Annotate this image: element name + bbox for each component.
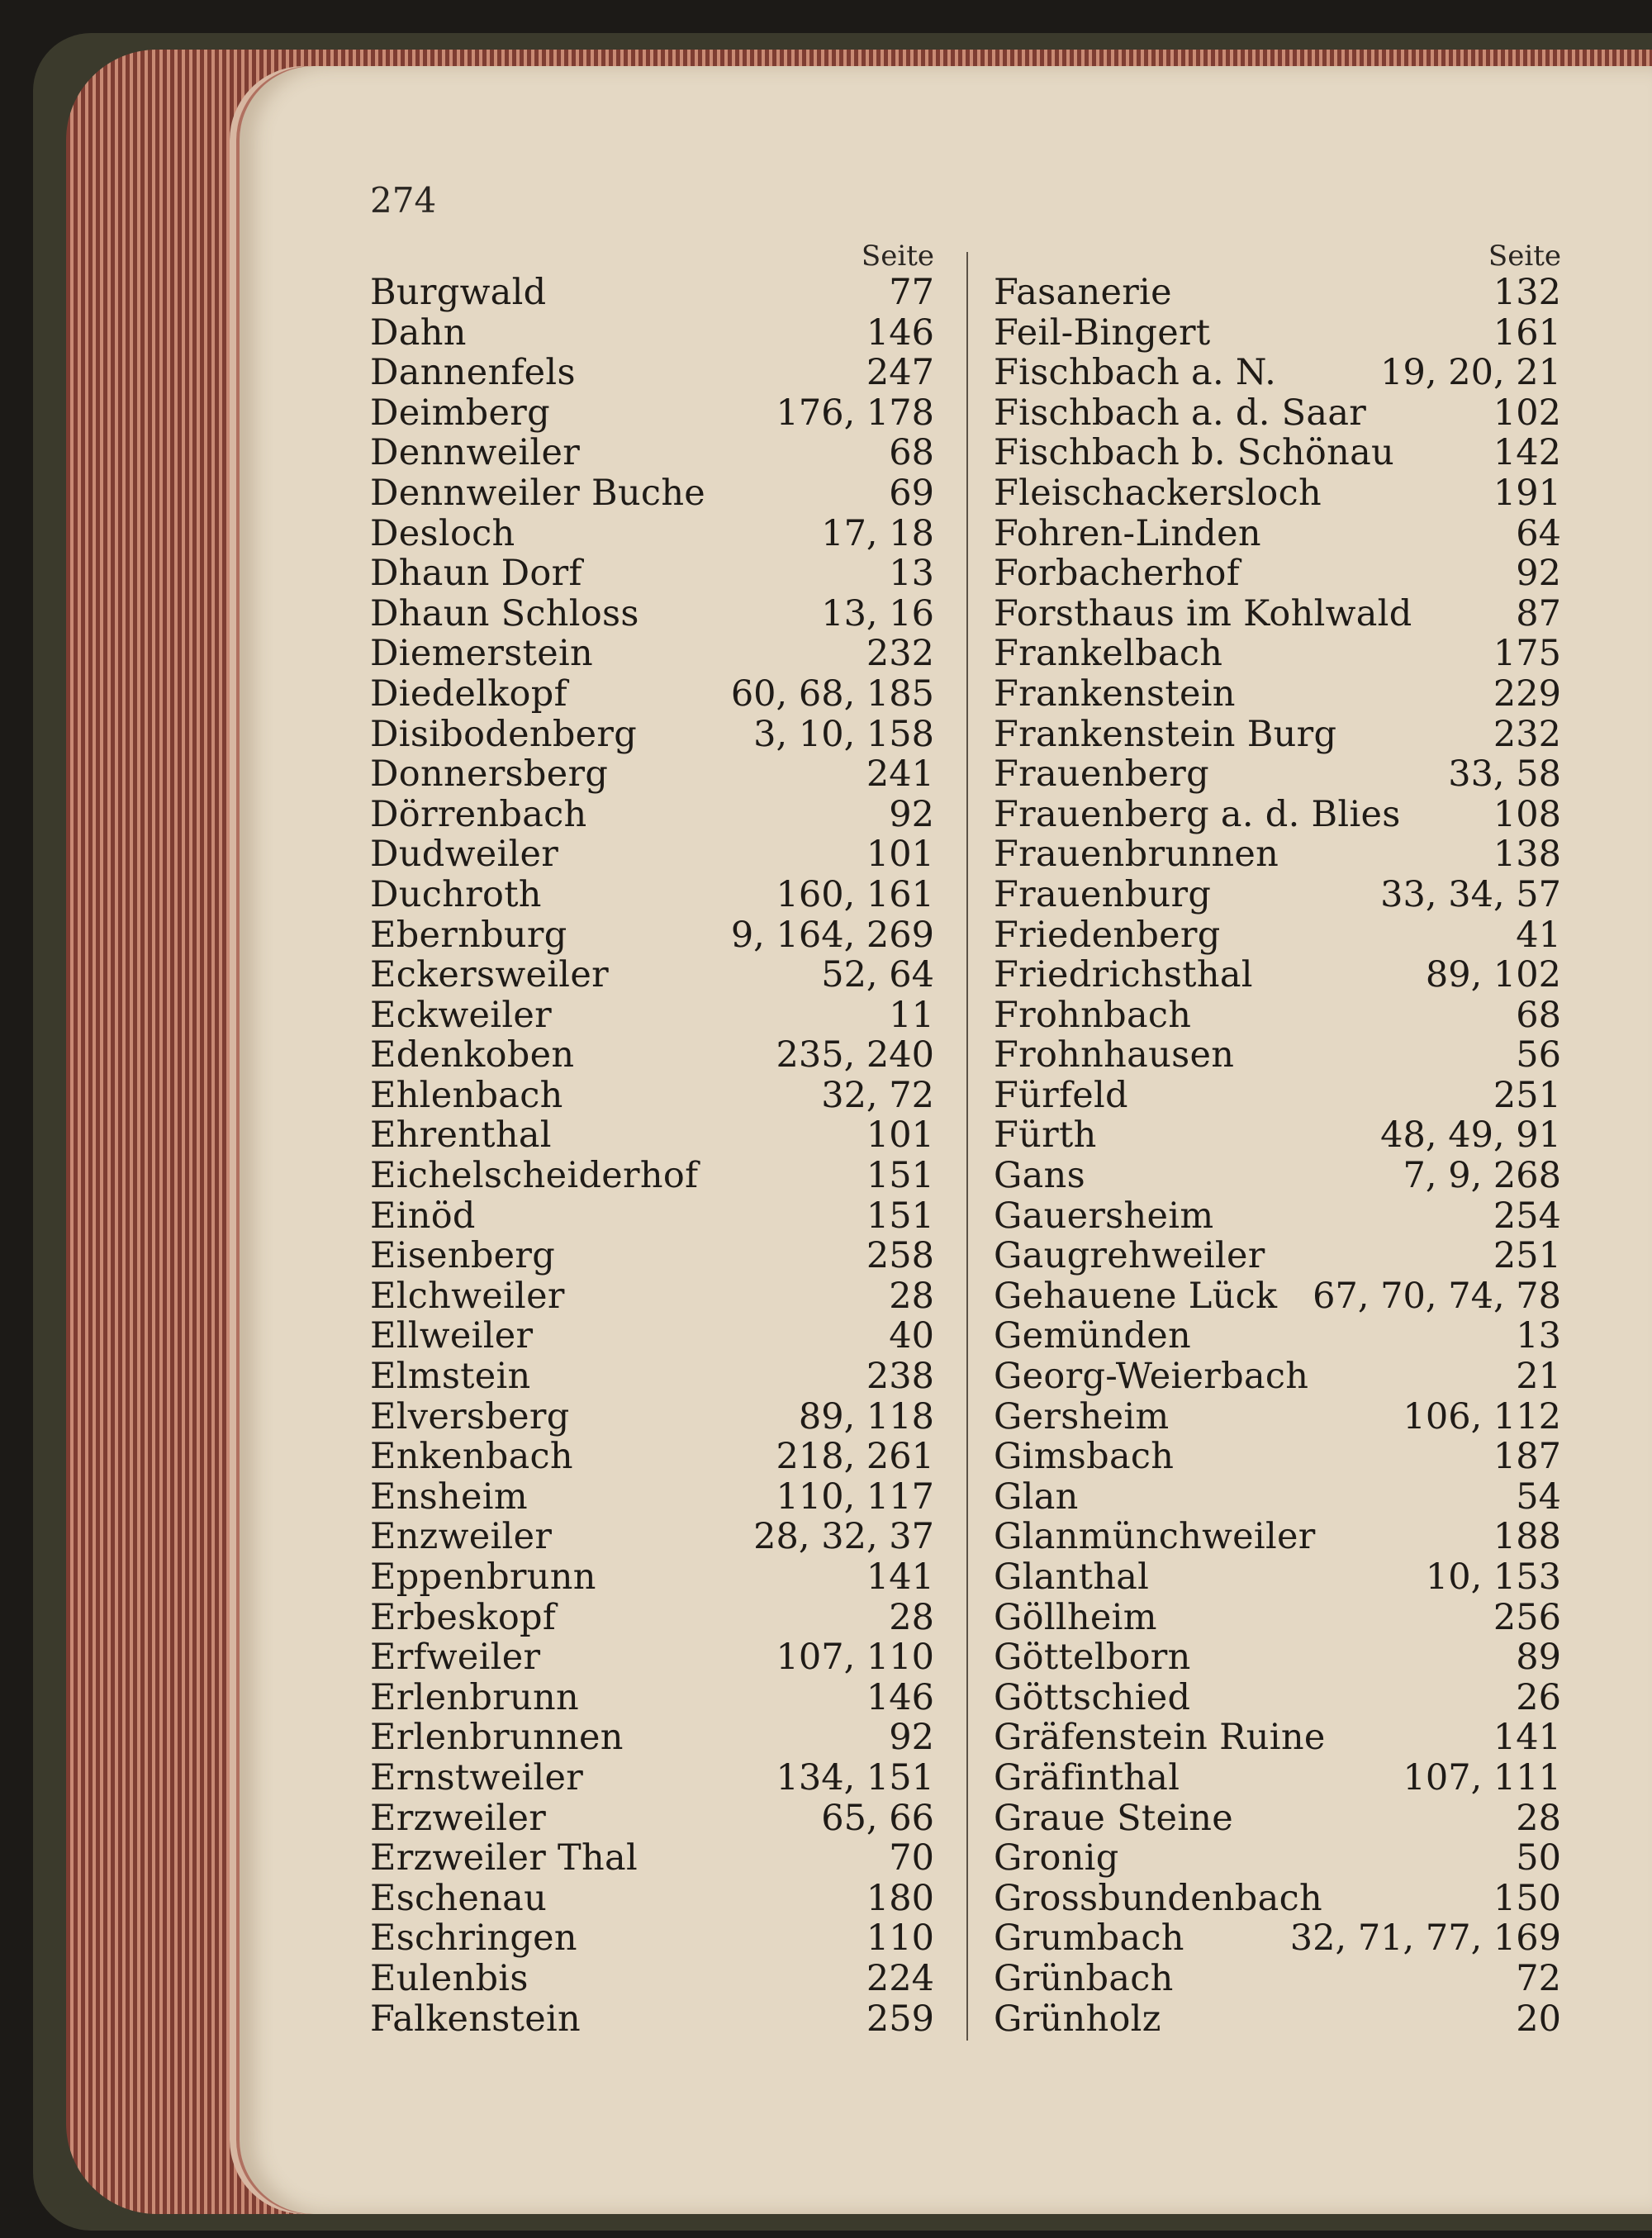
index-entry — [994, 634, 1561, 674]
index-entry — [994, 795, 1561, 835]
index-entry — [994, 353, 1561, 393]
entry-pages: 87 — [1516, 592, 1561, 634]
entry-name: Eppenbrunn — [370, 1556, 596, 1598]
entry-name: Fischbach a. N. — [994, 352, 1277, 394]
index-entry — [370, 594, 934, 634]
index-entry — [370, 1316, 934, 1357]
index-entry — [994, 393, 1561, 434]
entry-name: Disibodenberg — [370, 713, 638, 755]
entry-pages: 259 — [866, 1998, 934, 2040]
entry-name: Eisenberg — [370, 1235, 556, 1277]
entry-pages: 235, 240 — [776, 1034, 934, 1076]
entry-pages: 251 — [1493, 1074, 1561, 1116]
index-entry — [994, 875, 1561, 915]
index-entry — [370, 1999, 934, 2040]
entry-name: Frauenbrunnen — [994, 834, 1279, 876]
entry-pages: 254 — [1493, 1195, 1561, 1237]
entry-name: Elversberg — [370, 1395, 570, 1437]
index-entry — [994, 1918, 1561, 1959]
entry-name: Diedelkopf — [370, 672, 567, 715]
entry-pages: 92 — [889, 1717, 934, 1759]
entry-pages: 151 — [866, 1155, 934, 1197]
entry-pages: 101 — [866, 834, 934, 876]
entry-name: Gemünden — [994, 1315, 1192, 1357]
entry-name: Elmstein — [370, 1356, 531, 1398]
entry-name: Forbacherhof — [994, 553, 1240, 595]
entry-name: Friedrichsthal — [994, 954, 1253, 996]
entry-name: Gimsbach — [994, 1436, 1175, 1478]
entry-pages: 60, 68, 185 — [730, 672, 934, 715]
index-entry — [994, 313, 1561, 354]
entry-pages: 188 — [1493, 1516, 1561, 1558]
entry-name: Göttschied — [994, 1676, 1191, 1718]
entry-pages: 28, 32, 37 — [753, 1516, 934, 1558]
entry-name: Frauenberg — [994, 753, 1209, 796]
index-entry — [994, 915, 1561, 956]
index-entry — [994, 1879, 1561, 1919]
entry-name: Erfweiler — [370, 1637, 541, 1679]
entry-name: Frankelbach — [994, 633, 1223, 675]
column-header: Seite — [1488, 240, 1561, 273]
entry-name: Frankenstein — [994, 672, 1236, 715]
entry-pages: 32, 72 — [821, 1074, 934, 1116]
entry-pages: 176, 178 — [776, 392, 934, 434]
index-entry — [994, 1115, 1561, 1156]
entry-pages: 180 — [866, 1877, 934, 1919]
entry-pages: 28 — [889, 1275, 934, 1317]
entry-pages: 161 — [1493, 311, 1561, 354]
entry-pages: 89, 102 — [1425, 954, 1561, 996]
index-entry — [370, 1598, 934, 1638]
index-entry — [370, 1838, 934, 1879]
entry-pages: 48, 49, 91 — [1380, 1114, 1561, 1157]
entry-pages: 150 — [1493, 1877, 1561, 1919]
entry-pages: 77 — [889, 272, 934, 313]
entry-pages: 64 — [1516, 512, 1561, 554]
entry-name: Dahn — [370, 311, 467, 354]
entry-pages: 52, 64 — [821, 954, 934, 996]
index-entry — [994, 1718, 1561, 1758]
entry-pages: 10, 153 — [1425, 1556, 1561, 1598]
entry-pages: 40 — [889, 1315, 934, 1357]
index-list-right — [994, 273, 1561, 2039]
entry-name: Elchweiler — [370, 1275, 565, 1317]
index-entry — [994, 1999, 1561, 2040]
entry-pages: 33, 58 — [1448, 753, 1561, 796]
entry-name: Glan — [994, 1475, 1079, 1518]
entry-pages: 134, 151 — [776, 1756, 934, 1798]
index-entry — [370, 955, 934, 995]
entry-pages: 33, 34, 57 — [1380, 873, 1561, 915]
entry-name: Ensheim — [370, 1475, 528, 1518]
index-entry — [994, 674, 1561, 715]
index-entry — [994, 834, 1561, 875]
entry-pages: 28 — [889, 1596, 934, 1638]
entry-name: Burgwald — [370, 272, 547, 313]
entry-name: Deimberg — [370, 392, 550, 434]
entry-name: Fürth — [994, 1114, 1097, 1157]
index-entry — [370, 473, 934, 514]
entry-pages: 72 — [1516, 1957, 1561, 1999]
entry-pages: 41 — [1516, 914, 1561, 956]
entry-name: Eichelscheiderhof — [370, 1155, 699, 1197]
index-entry — [370, 875, 934, 915]
index-entry — [370, 1557, 934, 1598]
index-entry — [370, 754, 934, 795]
entry-pages: 92 — [889, 793, 934, 835]
entry-name: Feil-Bingert — [994, 311, 1211, 354]
index-entry — [994, 1316, 1561, 1357]
entry-pages: 251 — [1493, 1235, 1561, 1277]
entry-name: Edenkoben — [370, 1034, 575, 1076]
index-entry — [370, 1115, 934, 1156]
index-entry — [994, 1517, 1561, 1557]
index-entry — [994, 1637, 1561, 1678]
entry-name: Frauenberg a. d. Blies — [994, 793, 1401, 835]
index-entry — [370, 915, 934, 956]
entry-name: Eulenbis — [370, 1957, 529, 1999]
index-entry — [994, 1598, 1561, 1638]
index-entry — [994, 1798, 1561, 1839]
index-entry — [370, 1517, 934, 1557]
entry-name: Forsthaus im Kohlwald — [994, 592, 1412, 634]
index-entry — [370, 1035, 934, 1076]
index-column-left — [370, 240, 934, 2039]
entry-name: Gans — [994, 1155, 1085, 1197]
entry-pages: 241 — [866, 753, 934, 796]
index-entry — [370, 795, 934, 835]
index-entry — [994, 1357, 1561, 1397]
entry-pages: 191 — [1493, 472, 1561, 514]
index-entry — [994, 473, 1561, 514]
entry-pages: 247 — [866, 352, 934, 394]
index-entry — [994, 554, 1561, 594]
entry-name: Gersheim — [994, 1395, 1170, 1437]
index-entry — [994, 1035, 1561, 1076]
entry-pages: 3, 10, 158 — [753, 713, 934, 755]
entry-name: Gräfinthal — [994, 1756, 1180, 1798]
entry-pages: 19, 20, 21 — [1380, 352, 1561, 394]
index-entry — [370, 1196, 934, 1237]
index-entry — [994, 955, 1561, 995]
index-entry — [994, 273, 1561, 313]
entry-pages: 102 — [1493, 392, 1561, 434]
index-entry — [370, 1236, 934, 1276]
index-entry — [370, 393, 934, 434]
entry-name: Grünbach — [994, 1957, 1174, 1999]
entry-pages: 146 — [866, 1676, 934, 1718]
entry-name: Eckersweiler — [370, 954, 609, 996]
entry-pages: 92 — [1516, 553, 1561, 595]
index-entry — [370, 514, 934, 554]
index-entry — [370, 1959, 934, 1999]
entry-pages: 89 — [1516, 1637, 1561, 1679]
entry-name: Gehauene Lück — [994, 1275, 1278, 1317]
index-entry — [370, 1637, 934, 1678]
entry-pages: 65, 66 — [821, 1797, 934, 1839]
entry-pages: 232 — [1493, 713, 1561, 755]
entry-name: Eschringen — [370, 1917, 577, 1960]
entry-pages: 7, 9, 268 — [1403, 1155, 1561, 1197]
entry-pages: 28 — [1516, 1797, 1561, 1839]
entry-name: Friedenberg — [994, 914, 1221, 956]
entry-pages: 13 — [889, 553, 934, 595]
entry-name: Grünholz — [994, 1998, 1161, 2040]
column-header: Seite — [861, 240, 934, 273]
entry-pages: 107, 111 — [1403, 1756, 1561, 1798]
column-divider — [966, 252, 968, 2041]
entry-name: Ehlenbach — [370, 1074, 563, 1116]
index-column-right — [994, 240, 1561, 2039]
entry-pages: 17, 18 — [821, 512, 934, 554]
entry-pages: 68 — [889, 432, 934, 474]
entry-pages: 106, 112 — [1403, 1395, 1561, 1437]
entry-name: Enkenbach — [370, 1436, 573, 1478]
entry-name: Ehrenthal — [370, 1114, 552, 1157]
entry-name: Erbeskopf — [370, 1596, 557, 1638]
entry-pages: 69 — [889, 472, 934, 514]
index-entry — [370, 1397, 934, 1437]
entry-pages: 132 — [1493, 272, 1561, 313]
entry-pages: 70 — [889, 1837, 934, 1879]
index-entry — [994, 594, 1561, 634]
entry-pages: 13 — [1516, 1315, 1561, 1357]
entry-name: Fleischackersloch — [994, 472, 1322, 514]
index-entry — [994, 754, 1561, 795]
entry-pages: 142 — [1493, 432, 1561, 474]
index-entry — [370, 353, 934, 393]
entry-name: Donnersberg — [370, 753, 609, 796]
index-entry — [370, 834, 934, 875]
entry-name: Göllheim — [994, 1596, 1157, 1638]
entry-name: Göttelborn — [994, 1637, 1191, 1679]
index-entry — [370, 433, 934, 473]
entry-name: Glanthal — [994, 1556, 1150, 1598]
entry-name: Frauenburg — [994, 873, 1212, 915]
entry-name: Duchroth — [370, 873, 542, 915]
entry-name: Gräfenstein Ruine — [994, 1717, 1326, 1759]
entry-name: Frohnbach — [994, 994, 1192, 1036]
index-entry — [994, 1678, 1561, 1718]
entry-name: Einöd — [370, 1195, 476, 1237]
entry-pages: 175 — [1493, 633, 1561, 675]
entry-name: Dennweiler Buche — [370, 472, 706, 514]
entry-name: Grossbundenbach — [994, 1877, 1322, 1919]
index-entry — [994, 1959, 1561, 1999]
entry-pages: 146 — [866, 311, 934, 354]
index-entry — [994, 1477, 1561, 1518]
page-number: 274 — [370, 180, 437, 221]
entry-name: Gronig — [994, 1837, 1119, 1879]
entry-name: Dhaun Schloss — [370, 592, 639, 634]
entry-pages: 50 — [1516, 1837, 1561, 1879]
entry-pages: 229 — [1493, 672, 1561, 715]
entry-name: Fischbach b. Schönau — [994, 432, 1395, 474]
entry-pages: 258 — [866, 1235, 934, 1277]
entry-pages: 218, 261 — [776, 1436, 934, 1478]
entry-pages: 9, 164, 269 — [730, 914, 934, 956]
entry-name: Dudweiler — [370, 834, 559, 876]
index-entry — [370, 715, 934, 755]
entry-name: Frankenstein Burg — [994, 713, 1337, 755]
entry-name: Desloch — [370, 512, 515, 554]
entry-name: Dannenfels — [370, 352, 576, 394]
index-entry — [370, 313, 934, 354]
index-entry — [994, 1437, 1561, 1477]
entry-name: Ernstweiler — [370, 1756, 584, 1798]
entry-name: Ebernburg — [370, 914, 567, 956]
entry-name: Erlenbrunnen — [370, 1717, 624, 1759]
entry-name: Erzweiler Thal — [370, 1837, 638, 1879]
index-entry — [370, 1758, 934, 1798]
index-list-left — [370, 273, 934, 2039]
entry-pages: 21 — [1516, 1356, 1561, 1398]
entry-name: Georg-Weierbach — [994, 1356, 1309, 1398]
entry-pages: 238 — [866, 1356, 934, 1398]
entry-pages: 89, 118 — [798, 1395, 934, 1437]
entry-name: Dörrenbach — [370, 793, 587, 835]
entry-pages: 138 — [1493, 834, 1561, 876]
entry-name: Fürfeld — [994, 1074, 1128, 1116]
entry-pages: 160, 161 — [776, 873, 934, 915]
index-entry — [370, 1076, 934, 1116]
entry-pages: 13, 16 — [821, 592, 934, 634]
entry-name: Fischbach a. d. Saar — [994, 392, 1367, 434]
entry-name: Erzweiler — [370, 1797, 547, 1839]
entry-name: Eckweiler — [370, 994, 552, 1036]
index-entry — [994, 1236, 1561, 1276]
index-entry — [994, 715, 1561, 755]
entry-pages: 141 — [866, 1556, 934, 1598]
entry-pages: 101 — [866, 1114, 934, 1157]
entry-pages: 107, 110 — [776, 1637, 934, 1679]
index-entry — [994, 1196, 1561, 1237]
entry-pages: 26 — [1516, 1676, 1561, 1718]
index-entry — [994, 1838, 1561, 1879]
entry-pages: 20 — [1516, 1998, 1561, 2040]
entry-pages: 68 — [1516, 994, 1561, 1036]
entry-name: Glanmünchweiler — [994, 1516, 1316, 1558]
index-entry — [370, 1678, 934, 1718]
entry-pages: 11 — [889, 994, 934, 1036]
entry-pages: 256 — [1493, 1596, 1561, 1638]
entry-name: Erlenbrunn — [370, 1676, 580, 1718]
entry-name: Fasanerie — [994, 272, 1172, 313]
index-entry — [370, 1276, 934, 1317]
entry-pages: 32, 71, 77, 169 — [1289, 1917, 1561, 1960]
entry-pages: 110, 117 — [776, 1475, 934, 1518]
entry-pages: 110 — [866, 1917, 934, 1960]
entry-pages: 187 — [1493, 1436, 1561, 1478]
index-entry — [994, 1397, 1561, 1437]
index-entry — [994, 1758, 1561, 1798]
index-entry — [370, 1357, 934, 1397]
entry-name: Graue Steine — [994, 1797, 1234, 1839]
index-entry — [370, 995, 934, 1036]
index-entry — [370, 1156, 934, 1196]
entry-name: Diemerstein — [370, 633, 593, 675]
index-entry — [370, 1918, 934, 1959]
index-entry — [994, 514, 1561, 554]
index-entry — [994, 1156, 1561, 1196]
entry-pages: 56 — [1516, 1034, 1561, 1076]
entry-name: Gaugrehweiler — [994, 1235, 1265, 1277]
entry-name: Enzweiler — [370, 1516, 553, 1558]
entry-pages: 108 — [1493, 793, 1561, 835]
index-entry — [994, 433, 1561, 473]
entry-pages: 67, 70, 74, 78 — [1313, 1275, 1561, 1317]
entry-name: Falkenstein — [370, 1998, 582, 2040]
entry-name: Dennweiler — [370, 432, 581, 474]
index-entry — [370, 634, 934, 674]
entry-name: Ellweiler — [370, 1315, 534, 1357]
index-entry — [370, 1798, 934, 1839]
entry-name: Eschenau — [370, 1877, 548, 1919]
entry-pages: 141 — [1493, 1717, 1561, 1759]
entry-name: Frohnhausen — [994, 1034, 1235, 1076]
index-entry — [370, 273, 934, 313]
entry-name: Fohren-Linden — [994, 512, 1261, 554]
entry-name: Dhaun Dorf — [370, 553, 582, 595]
index-entry — [370, 554, 934, 594]
entry-pages: 232 — [866, 633, 934, 675]
index-entry — [994, 1557, 1561, 1598]
entry-name: Gauersheim — [994, 1195, 1214, 1237]
index-entry — [370, 1718, 934, 1758]
index-entry — [370, 1879, 934, 1919]
index-entry — [994, 995, 1561, 1036]
entry-pages: 151 — [866, 1195, 934, 1237]
entry-name: Grumbach — [994, 1917, 1184, 1960]
index-entry — [370, 1477, 934, 1518]
index-entry — [994, 1276, 1561, 1317]
index-entry — [370, 674, 934, 715]
entry-pages: 224 — [866, 1957, 934, 1999]
index-entry — [994, 1076, 1561, 1116]
entry-pages: 54 — [1516, 1475, 1561, 1518]
index-entry — [370, 1437, 934, 1477]
